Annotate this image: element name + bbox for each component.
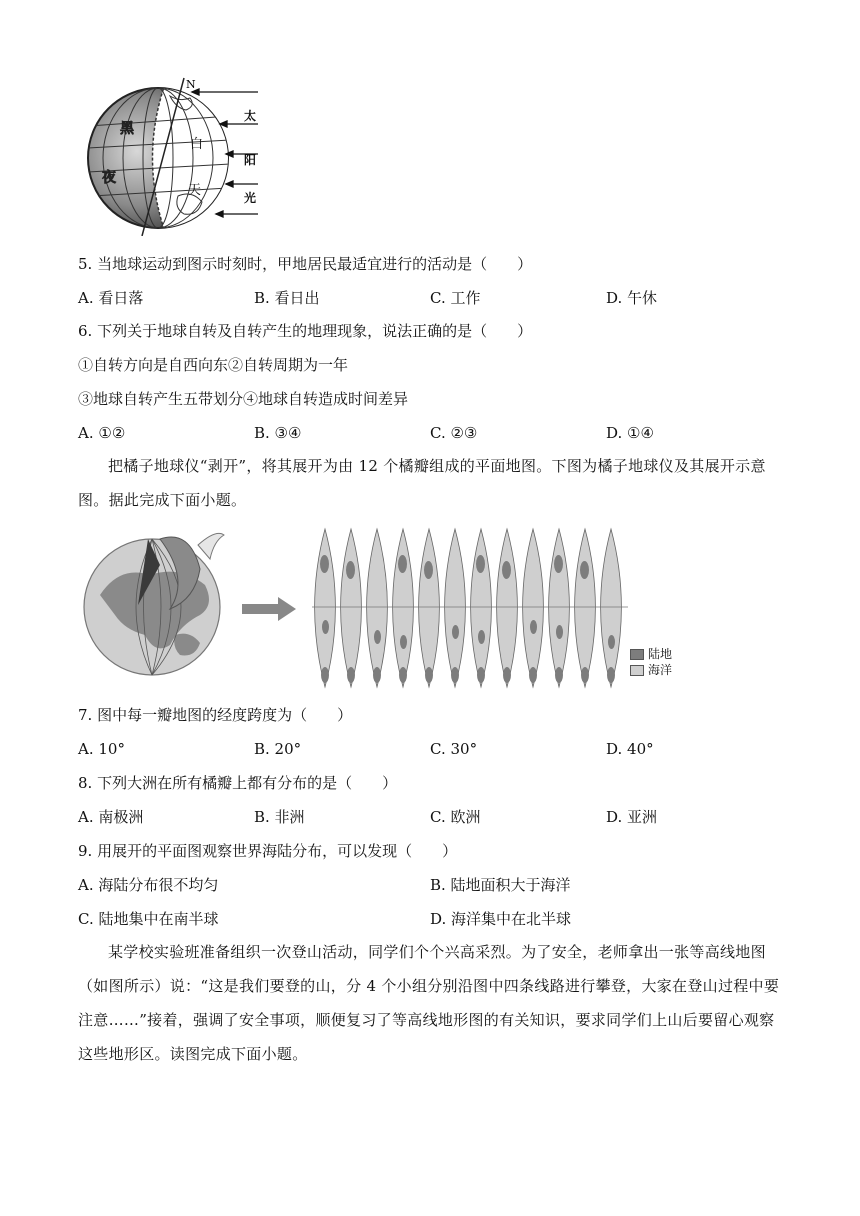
day-night-globe-figure bbox=[80, 76, 270, 236]
day-hemisphere bbox=[153, 84, 241, 232]
gore-segment bbox=[549, 529, 570, 687]
expanded-gores bbox=[315, 529, 622, 687]
q8-option-d[interactable]: D. 亚洲 bbox=[606, 808, 658, 826]
mountain-climbing-passage: 某学校实验班准备组织一次登山活动，同学们个个兴高采烈。为了安全，老师拿出一张等高线地图（如图所示）说：“这是我们要登的山，分 4 个小组分别沿图中四条线路进行攀登，大家在登山过程中要注意……”接着，强调了安全事项，顺便复习了等高线地形图的有关知识，要求同学们上山后要留心观察这些地形区。读图完成下面小题。 bbox=[78, 943, 780, 1063]
gore-land-patch bbox=[425, 667, 433, 683]
q6-stem: 6. 下列关于地球自转及自转产生的地理现象，说法正确的是（ ） bbox=[78, 322, 533, 340]
gore-land-patch bbox=[503, 667, 511, 683]
gore-land-patch bbox=[320, 555, 329, 573]
legend-land-swatch bbox=[630, 649, 644, 660]
gore-segment bbox=[367, 529, 388, 687]
orange-globe-diagram bbox=[80, 525, 680, 695]
globe-illumination-diagram bbox=[80, 76, 270, 236]
q9-option-d[interactable]: D. 海洋集中在北半球 bbox=[430, 910, 572, 928]
gore-land-patch bbox=[347, 667, 355, 683]
q5-option-a[interactable]: A. 看日落 bbox=[78, 289, 144, 307]
q9-option-c[interactable]: C. 陆地集中在南半球 bbox=[78, 910, 219, 928]
q8-stem: 8. 下列大洲在所有橘瓣上都有分布的是（ ） bbox=[78, 774, 398, 792]
gore-segment bbox=[497, 529, 518, 687]
gore-land-patch bbox=[555, 667, 563, 683]
q6-option-a[interactable]: A. ①② bbox=[78, 424, 126, 442]
q5-stem: 5. 当地球运动到图示时刻时，甲地居民最适宜进行的活动是（ ） bbox=[78, 255, 533, 273]
q5-option-c[interactable]: C. 工作 bbox=[430, 289, 481, 307]
legend-land-label: 陆地 bbox=[648, 647, 673, 661]
legend-ocean-swatch bbox=[630, 665, 644, 676]
gore-land-patch bbox=[608, 635, 615, 649]
q5-option-b[interactable]: B. 看日出 bbox=[254, 289, 320, 307]
gore-land-patch bbox=[556, 625, 563, 639]
peel-curl bbox=[198, 533, 224, 559]
sunlight-label bbox=[244, 108, 256, 205]
q9-stem: 9. 用展开的平面图观察世界海陆分布，可以发现（ ） bbox=[78, 842, 458, 860]
gore-land-patch bbox=[374, 630, 381, 644]
gore-land-patch bbox=[530, 620, 537, 634]
q8-option-b[interactable]: B. 非洲 bbox=[254, 808, 305, 826]
legend-land bbox=[630, 647, 672, 661]
night-char: 夜 bbox=[102, 170, 116, 186]
gore-segment bbox=[393, 529, 414, 687]
gore-segment bbox=[315, 529, 336, 687]
q6-option-d[interactable]: D. ①④ bbox=[606, 424, 654, 442]
gore-segment bbox=[445, 529, 466, 687]
gore-land-patch bbox=[399, 667, 407, 683]
gore-land-patch bbox=[400, 635, 407, 649]
q7-option-d[interactable]: D. 40° bbox=[606, 740, 654, 758]
q6-option-c[interactable]: C. ②③ bbox=[430, 424, 478, 442]
sunlight-char: 阳 bbox=[244, 153, 257, 167]
gore-land-patch bbox=[554, 555, 563, 573]
gore-segment bbox=[523, 529, 544, 687]
night-char: 黑 bbox=[120, 121, 134, 137]
q7-option-a[interactable]: A. 10° bbox=[78, 740, 125, 758]
sunlight-char: 太 bbox=[244, 109, 257, 123]
gore-land-patch bbox=[607, 667, 615, 683]
gore-land-patch bbox=[424, 561, 433, 579]
gore-land-patch bbox=[398, 555, 407, 573]
svg-text:N: N bbox=[186, 78, 196, 91]
q8-option-c[interactable]: C. 欧洲 bbox=[430, 808, 481, 826]
gore-segment bbox=[419, 529, 440, 687]
gore-segment bbox=[471, 529, 492, 687]
gore-land-patch bbox=[322, 620, 329, 634]
legend-ocean-label: 海洋 bbox=[648, 663, 673, 677]
gore-land-patch bbox=[452, 625, 459, 639]
day-char: 天 bbox=[188, 183, 202, 198]
q6-statement-1: ①自转方向是自西向东②自转周期为一年 bbox=[78, 356, 349, 374]
gore-segment bbox=[601, 529, 622, 687]
gore-land-patch bbox=[502, 561, 511, 579]
gore-land-patch bbox=[451, 667, 459, 683]
gore-land-patch bbox=[581, 667, 589, 683]
q5-option-d[interactable]: D. 午休 bbox=[606, 289, 658, 307]
q9-option-b[interactable]: B. 陆地面积大于海洋 bbox=[430, 876, 571, 894]
gore-segment bbox=[575, 529, 596, 687]
q7-stem: 7. 图中每一瓣地图的经度跨度为（ ） bbox=[78, 706, 353, 724]
q7-option-b[interactable]: B. 20° bbox=[254, 740, 302, 758]
gore-land-patch bbox=[478, 630, 485, 644]
gore-land-patch bbox=[477, 667, 485, 683]
orange-globe-passage: 把橘子地球仪“剥开”，将其展开为由 12 个橘瓣组成的平面地图。下图为橘子地球仪及其展开示意图。据此完成下面小题。 bbox=[78, 457, 766, 509]
q6-option-b[interactable]: B. ③④ bbox=[254, 424, 302, 442]
sunlight-char: 光 bbox=[244, 191, 257, 205]
gore-land-patch bbox=[529, 667, 537, 683]
gore-land-patch bbox=[373, 667, 381, 683]
expand-arrow bbox=[242, 597, 296, 621]
q7-option-c[interactable]: C. 30° bbox=[430, 740, 478, 758]
gore-land-patch bbox=[476, 555, 485, 573]
gore-land-patch bbox=[321, 667, 329, 683]
orange-globe-figure bbox=[80, 525, 680, 695]
gore-segment bbox=[341, 529, 362, 687]
gore-land-patch bbox=[580, 561, 589, 579]
q9-option-a[interactable]: A. 海陆分布很不均匀 bbox=[78, 876, 219, 894]
day-char: 白 bbox=[190, 137, 204, 152]
legend-ocean bbox=[630, 663, 672, 677]
q8-option-a[interactable]: A. 南极洲 bbox=[78, 808, 144, 826]
gore-land-patch bbox=[346, 561, 355, 579]
q6-statement-2: ③地球自转产生五带划分④地球自转造成时间差异 bbox=[78, 390, 409, 408]
